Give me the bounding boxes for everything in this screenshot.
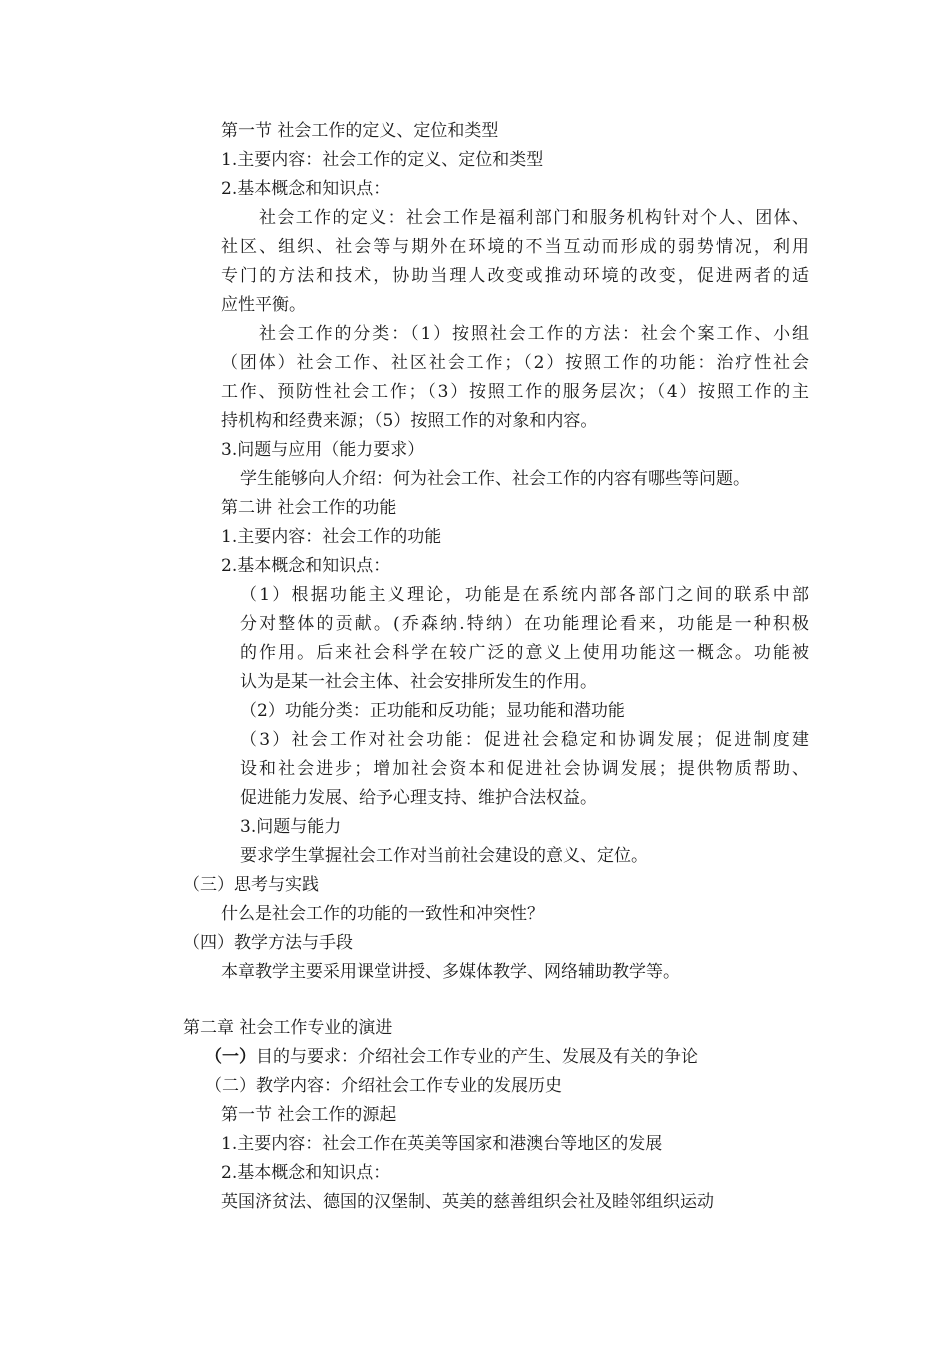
concepts-heading: 2.基本概念和知识点： [221,1163,391,1183]
paragraph-line: 工作、预防性社会工作；（3）按照工作的服务层次；（4）按照工作的主 [221,382,809,402]
paragraph-line: 社会工作的分类：（1）按照社会工作的方法：社会个案工作、小组 [259,324,809,344]
paragraph-line: （3）社会工作对社会功能：促进社会稳定和协调发展；促进制度建 [240,730,809,750]
practice-heading: （三）思考与实践 [183,875,319,895]
paragraph-line: 促进能力发展、给予心理支持、维护合法权益。 [240,788,597,808]
paragraph-line: 社会工作的定义：社会工作是福利部门和服务机构针对个人、团体、 [259,208,809,228]
paragraph-line: 认为是某一社会主体、社会安排所发生的作用。 [240,672,597,692]
section-heading: 第一节 社会工作的定义、定位和类型 [221,121,499,141]
paragraph-line: 专门的方法和技术，协助当理人改变或推动环境的改变，促进两者的适 [221,266,809,286]
paragraph-line: （团体）社会工作、社区社会工作；（2）按照工作的功能：治疗性社会 [221,353,809,373]
paragraph-line: 学生能够向人介绍：何为社会工作、社会工作的内容有哪些等问题。 [240,469,750,489]
chapter-heading: 第二章 社会工作专业的演进 [183,1018,393,1038]
paragraph-line: 社区、组织、社会等与期外在环境的不当互动而形成的弱势情况，利用 [221,237,809,257]
ability-heading: 3.问题与能力 [240,817,342,837]
objectives-line [205,1047,698,1067]
lecture-heading: 第二讲 社会工作的功能 [221,498,397,518]
paragraph-line: 英国济贫法、德国的汉堡制、英美的慈善组织会社及睦邻组织运动 [221,1192,714,1212]
objectives-text: 目的与要求：介绍社会工作专业的产生、发展及有关的争论 [256,1047,698,1067]
objectives-marker: （一） [205,1047,256,1067]
paragraph-line: 本章教学主要采用课堂讲授、多媒体教学、网络辅助教学等。 [221,962,680,982]
teaching-content-line: （二）教学内容：介绍社会工作专业的发展历史 [205,1076,562,1096]
paragraph-line: 的作用。后来社会科学在较广泛的意义上使用功能这一概念。功能被 [240,643,809,663]
paragraph-line: 应性平衡。 [221,295,306,315]
main-content-line: 1.主要内容：社会工作的功能 [221,527,442,547]
main-content-line: 1.主要内容：社会工作在英美等国家和港澳台等地区的发展 [221,1134,663,1154]
concepts-heading: 2.基本概念和知识点： [221,179,391,199]
paragraph-line: 设和社会进步；增加社会资本和促进社会协调发展；提供物质帮助、 [240,759,809,779]
main-content-line: 1.主要内容：社会工作的定义、定位和类型 [221,150,544,170]
paragraph-line: （1）根据功能主义理论，功能是在系统内部各部门之间的联系中部 [240,585,809,605]
paragraph-line: 要求学生掌握社会工作对当前社会建设的意义、定位。 [240,846,648,866]
section-heading: 第一节 社会工作的源起 [221,1105,397,1125]
paragraph-line: 分对整体的贡献。(乔森纳.特纳）在功能理论看来，功能是一种积极 [240,614,809,634]
methods-heading: （四）教学方法与手段 [183,933,353,953]
paragraph-line: （2）功能分类：正功能和反功能；显功能和潜功能 [240,701,625,721]
concepts-heading: 2.基本概念和知识点： [221,556,391,576]
paragraph-line: 持机构和经费来源；（5）按照工作的对象和内容。 [221,411,598,431]
paragraph-line: 什么是社会工作的功能的一致性和冲突性？ [221,904,544,924]
application-heading: 3.问题与应用（能力要求） [221,440,425,460]
